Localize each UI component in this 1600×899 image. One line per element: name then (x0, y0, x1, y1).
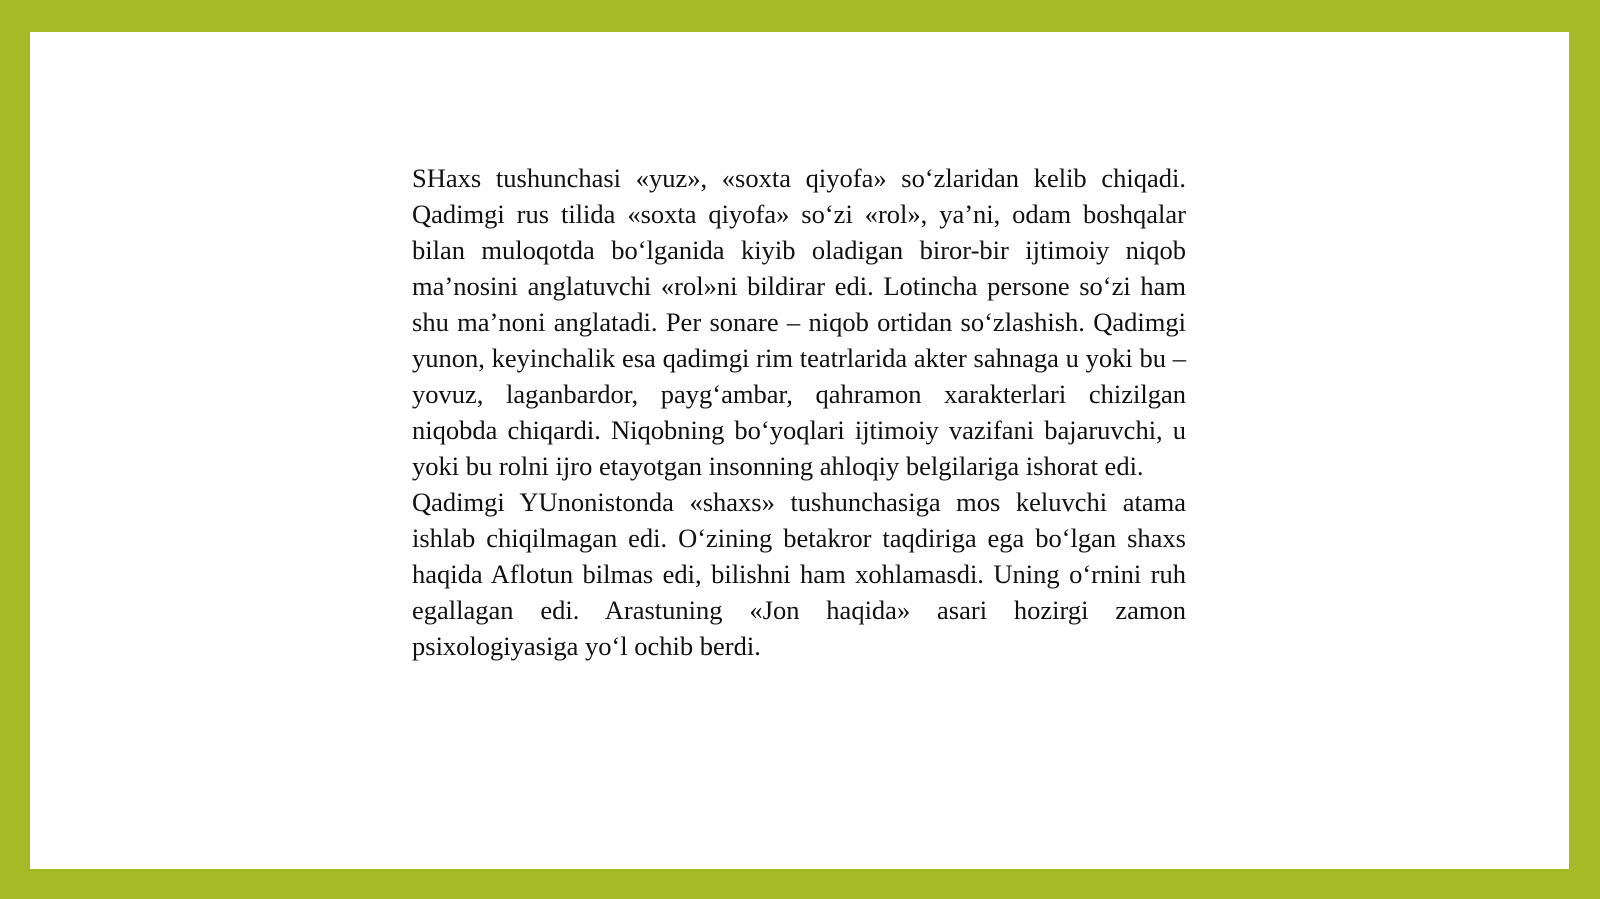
paragraph-2: Qadimgi YUnonistonda «shaxs» tushunchasiga mos keluvchi atama ishlab chiqilmagan edi. O‘zining betakror taqdiriga ega bo‘lgan shaxs haqida Aflotun bilmas edi, bilishni ham xohlamasdi. Uning o‘rnini ruh egallagan edi. Arastuning «Jon haqida» asari hozirgi zamon psixologiyasiga yo‘l ochib berdi. (412, 487, 1186, 661)
slide-content-area (30, 32, 1569, 869)
body-text-block (412, 160, 1186, 664)
paragraph-1: SHaxs tushunchasi «yuz», «soxta qiyofa» so‘zlaridan kelib chiqadi. Qadimgi rus tilida «soxta qiyofa» so‘zi «rol», ya’ni, odam boshqalar bilan muloqotda bo‘lganida kiyib oladigan biror-bir ijtimoiy niqob ma’nosini anglatuvchi «rol»ni bildirar edi. Lotincha persone so‘zi ham shu ma’noni anglatadi. Per sonare – niqob ortidan so‘zlashish. Qadimgi yunon, keyinchalik esa qadimgi rim teatrlarida akter sahnaga u yoki bu – yovuz, laganbardor, payg‘ambar, qahramon xarakterlari chizilgan niqobda chiqardi. Niqobning bo‘yoqlari ijtimoiy vazifani bajaruvchi, u yoki bu rolni ijro etayotgan insonning ahloqiy belgilariga ishorat edi. (412, 163, 1186, 481)
